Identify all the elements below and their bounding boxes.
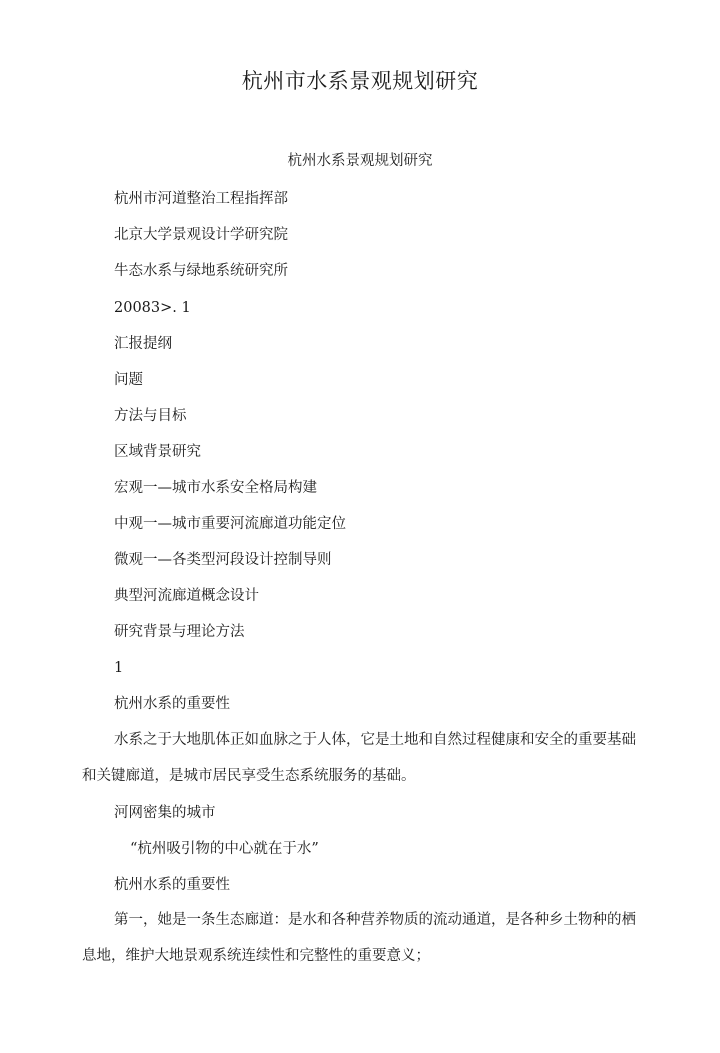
text-line-section-number: 1 [114, 660, 124, 676]
text-line-outline-item: 微观一—各类型河段设计控制导则 [114, 552, 332, 568]
text-line-section-heading: 研究背景与理论方法 [114, 624, 245, 640]
document-title: 杭州市水系景观规划研究 [241, 69, 479, 93]
text-line-organization-3: 牛态水系与绿地系统研究所 [114, 263, 288, 279]
text-line-outline-item: 问题 [114, 372, 143, 388]
text-line-outline-item: 典型河流廊道概念设计 [114, 588, 259, 604]
text-line-outline-item: 中观一—城市重要河流廊道功能定位 [114, 516, 346, 532]
body-paragraph: 第一，她是一条生态廊道：是水和各种营养物质的流动通道，是各种乡土物种的栖息地，维护大地景观系统连续性和完整性的重要意义； [82, 912, 636, 964]
text-line-outline-item: 方法与目标 [114, 408, 187, 424]
document-subtitle: 杭州水系景观规划研究 [287, 153, 433, 169]
text-line-heading: 杭州水系的重要性 [114, 877, 230, 893]
text-line-outline-heading: 汇报提纲 [114, 336, 172, 352]
text-line-section-heading: 杭州水系的重要性 [114, 696, 230, 712]
text-line-outline-item: 宏观一—城市水系安全格局构建 [114, 480, 317, 496]
quote-line: “杭州吸引物的中心就在于水” [130, 841, 319, 857]
text-line-date: 20083>. 1 [114, 300, 191, 316]
text-line-heading: 河网密集的城市 [114, 805, 216, 821]
text-line-outline-item: 区域背景研究 [114, 444, 201, 460]
text-line-organization-2: 北京大学景观设计学研究院 [114, 227, 288, 243]
body-paragraph: 水系之于大地肌体正如血脉之于人体，它是土地和自然过程健康和安全的重要基础和关键廊道，是城市居民享受生态系统服务的基础。 [82, 732, 636, 784]
text-line-organization-1: 杭州市河道整治工程指挥部 [114, 191, 288, 207]
